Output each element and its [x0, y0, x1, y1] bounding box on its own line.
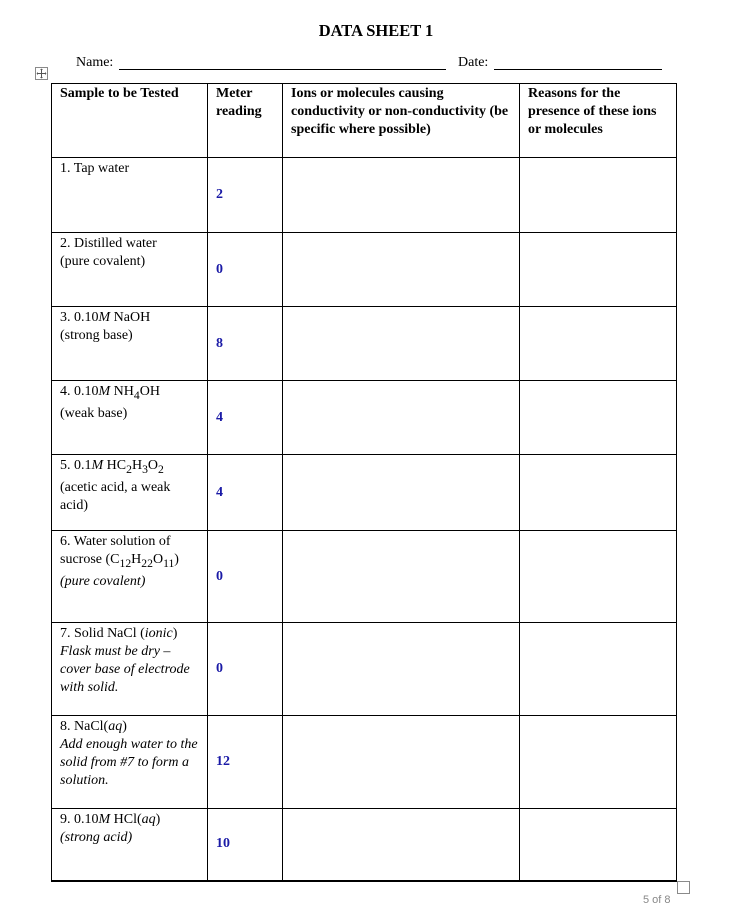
data-table	[51, 83, 677, 882]
header-ions: Ions or molecules causing conductivity or non-conductivity (be specific where possible)	[283, 84, 520, 158]
reasons-cell[interactable]	[520, 455, 677, 531]
reasons-cell[interactable]	[520, 809, 677, 881]
ions-cell[interactable]	[283, 455, 520, 531]
meter-reading: 12	[208, 716, 283, 809]
meter-reading: 2	[208, 158, 283, 233]
table-row	[52, 716, 677, 809]
reasons-cell[interactable]	[520, 623, 677, 716]
table-row	[52, 623, 677, 716]
ions-cell[interactable]	[283, 307, 520, 381]
table-row	[52, 233, 677, 307]
sample-cell: 4. 0.10M $NH_4OH$ (weak base)	[52, 381, 208, 455]
reasons-cell[interactable]	[520, 158, 677, 233]
reasons-cell[interactable]	[520, 381, 677, 455]
meter-reading: 0	[208, 623, 283, 716]
sample-cell: 8. NaCl(aq) Add enough water to the solid from #7 to form a solution.	[52, 716, 208, 809]
sample-cell: 3. 0.10M NaOH (strong base)	[52, 307, 208, 381]
date-blank-line[interactable]	[494, 69, 662, 70]
meter-reading: 10	[208, 809, 283, 881]
ions-cell[interactable]	[283, 531, 520, 623]
meter-reading: 0	[208, 531, 283, 623]
name-blank-line[interactable]	[119, 69, 446, 70]
ions-cell[interactable]	[283, 158, 520, 233]
page-number: 5 of 8	[643, 894, 671, 906]
name-label: Name:	[76, 55, 114, 70]
ions-cell[interactable]	[283, 716, 520, 809]
header-sample: Sample to be Tested	[52, 84, 208, 158]
reasons-cell[interactable]	[520, 531, 677, 623]
table-move-handle-icon[interactable]	[35, 67, 48, 80]
table-row	[52, 158, 677, 233]
meter-reading: 0	[208, 233, 283, 307]
sample-cell: 5. 0.1M $HC_2H_3O_2$ (acetic acid, a weak acid)	[52, 455, 208, 531]
table-row	[52, 809, 677, 881]
sample-cell: 6. Water solution of sucrose $(C_{12}H_{22}O_{11})$ (pure covalent)	[52, 531, 208, 623]
sample-cell: 9. 0.10M HCl(aq) (strong acid)	[52, 809, 208, 881]
ions-cell[interactable]	[283, 233, 520, 307]
sample-cell: 7. Solid NaCl (ionic) Flask must be dry – cover base of electrode with solid.	[52, 623, 208, 716]
sample-cell: 1. Tap water	[52, 158, 208, 233]
date-label: Date:	[458, 55, 489, 70]
table-row	[52, 307, 677, 381]
reasons-cell[interactable]	[520, 233, 677, 307]
sample-cell: 2. Distilled water (pure covalent)	[52, 233, 208, 307]
meter-reading: 8	[208, 307, 283, 381]
ions-cell[interactable]	[283, 809, 520, 881]
header-row	[52, 84, 677, 158]
meter-reading: 4	[208, 381, 283, 455]
reasons-cell[interactable]	[520, 307, 677, 381]
table-resize-handle[interactable]	[677, 881, 690, 894]
table-row	[52, 381, 677, 455]
header-reasons: Reasons for the presence of these ions or molecules	[520, 84, 677, 158]
ions-cell[interactable]	[283, 623, 520, 716]
table-row	[52, 531, 677, 623]
header-meter: Meter reading	[208, 84, 283, 158]
reasons-cell[interactable]	[520, 716, 677, 809]
sheet-title: DATA SHEET 1	[318, 21, 434, 40]
ions-cell[interactable]	[283, 381, 520, 455]
table-row	[52, 455, 677, 531]
meter-reading: 4	[208, 455, 283, 531]
